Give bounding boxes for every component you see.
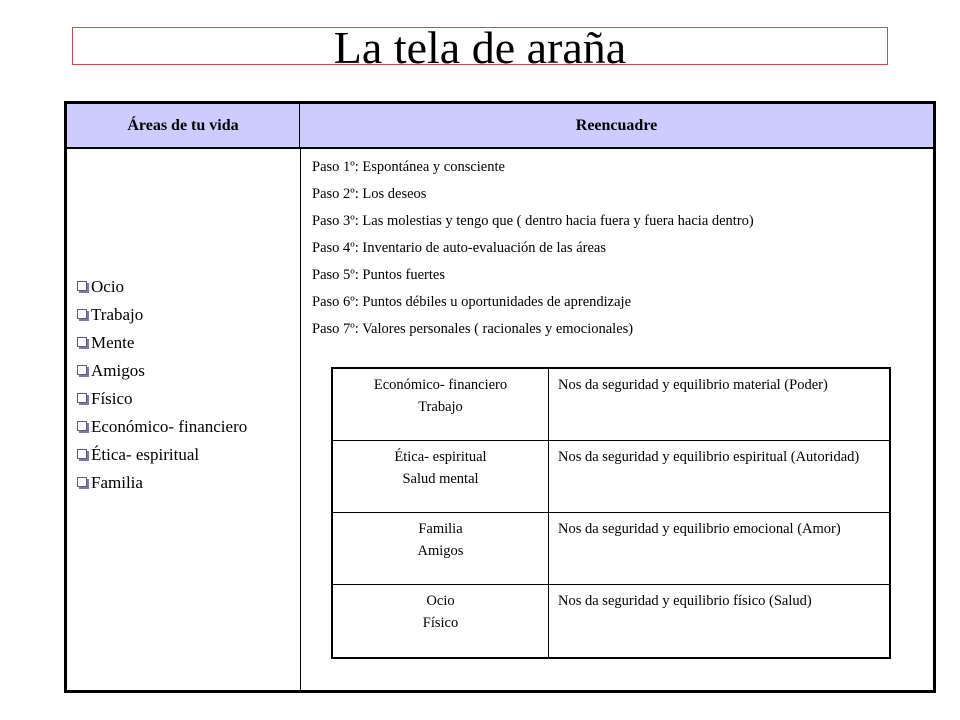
area-item: Económico- financiero [77, 416, 297, 438]
checkbox-bullet-icon [77, 337, 87, 347]
step-item: Paso 5º: Puntos fuertes [312, 267, 445, 283]
header-areas: Áreas de tu vida [67, 104, 300, 147]
step-item: Paso 3º: Las molestias y tengo que ( dentro hacia fuera y fuera hacia dentro) [312, 213, 754, 229]
checkbox-bullet-icon [77, 477, 87, 487]
values-row-areas: Ocio Físico [333, 585, 549, 657]
steps-list [312, 154, 927, 343]
checkbox-bullet-icon [77, 365, 87, 375]
table-header [67, 104, 933, 149]
area-item: Ocio [77, 276, 297, 298]
area-item: Trabajo [77, 304, 297, 326]
area-item: Amigos [77, 360, 297, 382]
area-item: Ética- espiritual [77, 444, 297, 466]
checkbox-bullet-icon [77, 281, 87, 291]
step-item: Paso 6º: Puntos débiles u oportunidades de aprendizaje [312, 294, 631, 310]
values-row-text: Nos da seguridad y equilibrio emocional (Amor) [558, 521, 841, 537]
values-row-text: Nos da seguridad y equilibrio espiritual (Autoridad) [558, 449, 860, 465]
step-item: Paso 2º: Los deseos [312, 186, 427, 202]
values-row [333, 513, 889, 585]
values-row-areas: Económico- financiero Trabajo [333, 369, 549, 440]
values-row-areas: Familia Amigos [333, 513, 549, 584]
checkbox-bullet-icon [77, 449, 87, 459]
column-divider [300, 149, 301, 693]
checkbox-bullet-icon [77, 421, 87, 431]
values-row [333, 369, 889, 441]
values-row [333, 441, 889, 513]
step-item: Paso 4º: Inventario de auto-evaluación de las áreas [312, 240, 606, 256]
values-row-areas: Ética- espiritual Salud mental [333, 441, 549, 512]
values-row-text: Nos da seguridad y equilibrio material (Poder) [558, 377, 828, 393]
header-reencuadre: Reencuadre [575, 117, 658, 134]
step-item: Paso 7º: Valores personales ( racionales y emocionales) [312, 321, 634, 337]
checkbox-bullet-icon [77, 309, 87, 319]
values-table [331, 367, 891, 659]
values-row-text: Nos da seguridad y equilibrio físico (Salud) [558, 593, 812, 609]
step-item: Paso 1º: Espontánea y consciente [312, 159, 505, 175]
page-title: La tela de araña [333, 22, 627, 73]
area-item: Mente [77, 332, 297, 354]
areas-list [77, 276, 297, 500]
area-item: Físico [77, 388, 297, 410]
areas-table [64, 101, 936, 693]
values-row [333, 585, 889, 657]
area-item: Familia [77, 472, 297, 494]
checkbox-bullet-icon [77, 393, 87, 403]
